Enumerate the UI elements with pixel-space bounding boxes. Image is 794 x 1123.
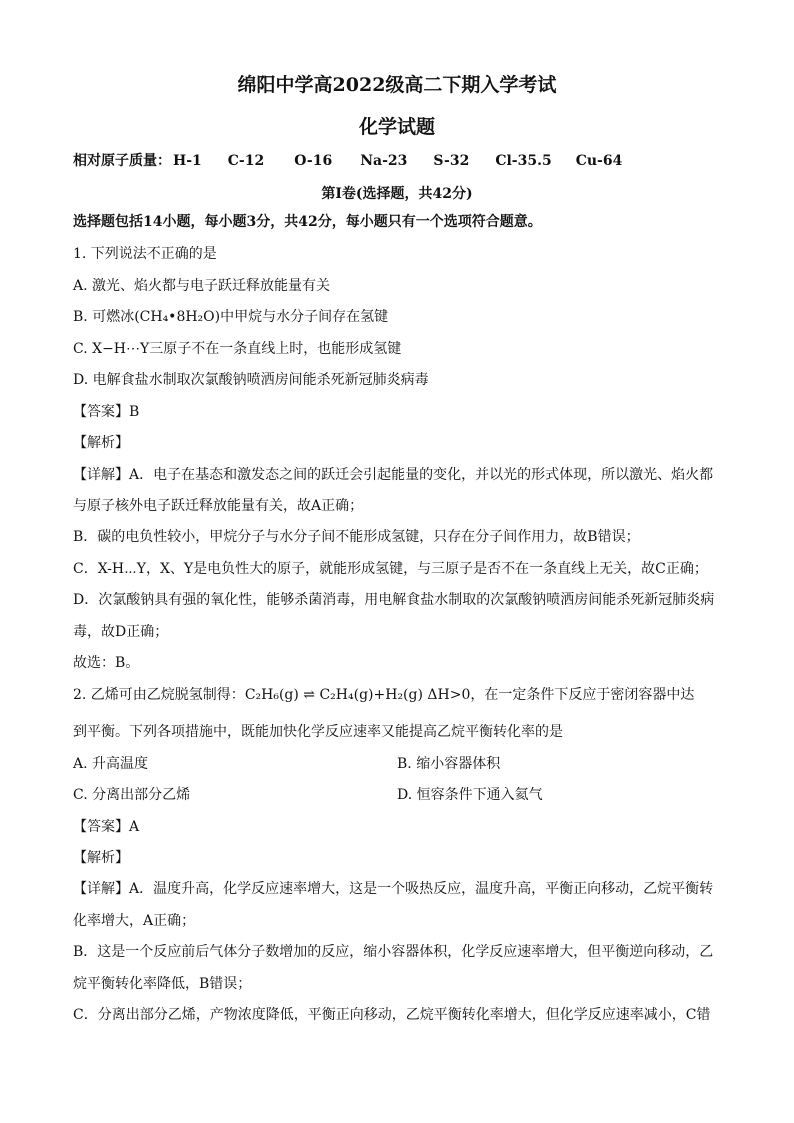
q1-detail-6: 毒，故D正确； xyxy=(73,624,169,640)
q1-option-a: A. 激光、焰火都与电子跃迁释放能量有关 xyxy=(73,278,331,294)
q1-option-c: C. X−H⋯Y三原子不在一条直线上时，也能形成氢键 xyxy=(73,341,402,357)
q2-stem-post: ，在一定条件下反应于密闭容器中达 xyxy=(470,687,695,703)
atomic-mass-item: H-1 xyxy=(173,153,202,169)
q1-detail-1: 【详解】A．电子在基态和激发态之间的跃迁会引起能量的变化，并以光的形式体现，所以激光、焰火都 xyxy=(73,467,714,483)
atomic-mass-item: Na-23 xyxy=(360,153,408,169)
q1-option-b: B. 可燃冰(CH₄•8H₂O)中甲烷与水分子间存在氢键 xyxy=(73,309,389,325)
q2-stem-pre: 2. 乙烯可由乙烷脱氢制得： xyxy=(73,687,245,703)
atomic-mass-item: O-16 xyxy=(294,153,333,169)
section-title: 第I卷(选择题，共42分) xyxy=(321,186,473,202)
atomic-mass-item: C-12 xyxy=(227,153,265,169)
atomic-mass-item: S-32 xyxy=(433,153,470,169)
q1-detail-4: C．X-H⋯Y，X、Y是电负性大的原子，就能形成氢键，与三原子是否不在一条直线上无关，故C正确； xyxy=(73,561,708,577)
q2-option-d: D. 恒容条件下通入氦气 xyxy=(397,787,543,803)
section-instructions: 选择题包括14小题，每小题3分，共42分，每小题只有一个选项符合题意。 xyxy=(73,214,542,230)
q2-detail-4: 烷平衡转化率降低，B错误； xyxy=(73,976,252,992)
q2-stem-line-1 xyxy=(73,686,694,704)
atomic-mass-label: 相对原子质量： xyxy=(73,153,171,169)
q1-analysis-label: 【解析】 xyxy=(73,435,129,451)
atomic-mass-item: Cl-35.5 xyxy=(495,153,552,169)
q2-option-b: B. 缩小容器体积 xyxy=(397,756,501,772)
q1-answer: 【答案】B xyxy=(73,404,140,420)
q1-detail-3: B．碳的电负性较小，甲烷分子与水分子间不能形成氢键，只存在分子间作用力，故B错误； xyxy=(73,529,640,545)
q2-answer: 【答案】A xyxy=(73,819,140,835)
q2-equation: C₂H₆(g) ⇌ C₂H₄(g)+H₂(g) ΔH>0 xyxy=(244,687,471,703)
q2-option-a: A. 升高温度 xyxy=(73,756,149,772)
atomic-mass-item: Cu-64 xyxy=(575,153,623,169)
q2-option-c: C. 分离出部分乙烯 xyxy=(73,787,191,803)
q1-detail-2: 与原子核外电子跃迁释放能量有关，故A正确； xyxy=(73,498,364,514)
q2-detail-3: B．这是一个反应前后气体分子数增加的反应，缩小容器体积，化学反应速率增大，但平衡逆向移动，乙 xyxy=(73,944,714,960)
q2-stem-line-2: 到平衡。下列各项措施中，既能加快化学反应速率又能提高乙烷平衡转化率的是 xyxy=(73,724,563,740)
q2-detail-5: C．分离出部分乙烯，产物浓度降低，平衡正向移动，乙烷平衡转化率增大，但化学反应速率减小，C错 xyxy=(73,1007,711,1023)
q1-stem: 1. 下列说法不正确的是 xyxy=(73,246,217,262)
exam-title: 绵阳中学高2022级高二下期入学考试 xyxy=(237,74,557,96)
q2-analysis-label: 【解析】 xyxy=(73,850,129,866)
q2-detail-2: 化率增大，A正确； xyxy=(73,913,196,929)
q2-detail-1: 【详解】A．温度升高，化学反应速率增大，这是一个吸热反应，温度升高，平衡正向移动，乙烷平衡转 xyxy=(73,881,714,897)
atomic-mass-row xyxy=(73,152,622,170)
q1-detail-5: D．次氯酸钠具有强的氧化性，能够杀菌消毒，用电解食盐水制取的次氯酸钠喷洒房间能杀死新冠肺炎病 xyxy=(73,592,715,608)
exam-subtitle: 化学试题 xyxy=(358,116,435,138)
q1-option-d: D. 电解食盐水制取次氯酸钠喷洒房间能杀死新冠肺炎病毒 xyxy=(73,372,429,388)
q1-conclusion: 故选：B。 xyxy=(73,655,140,671)
